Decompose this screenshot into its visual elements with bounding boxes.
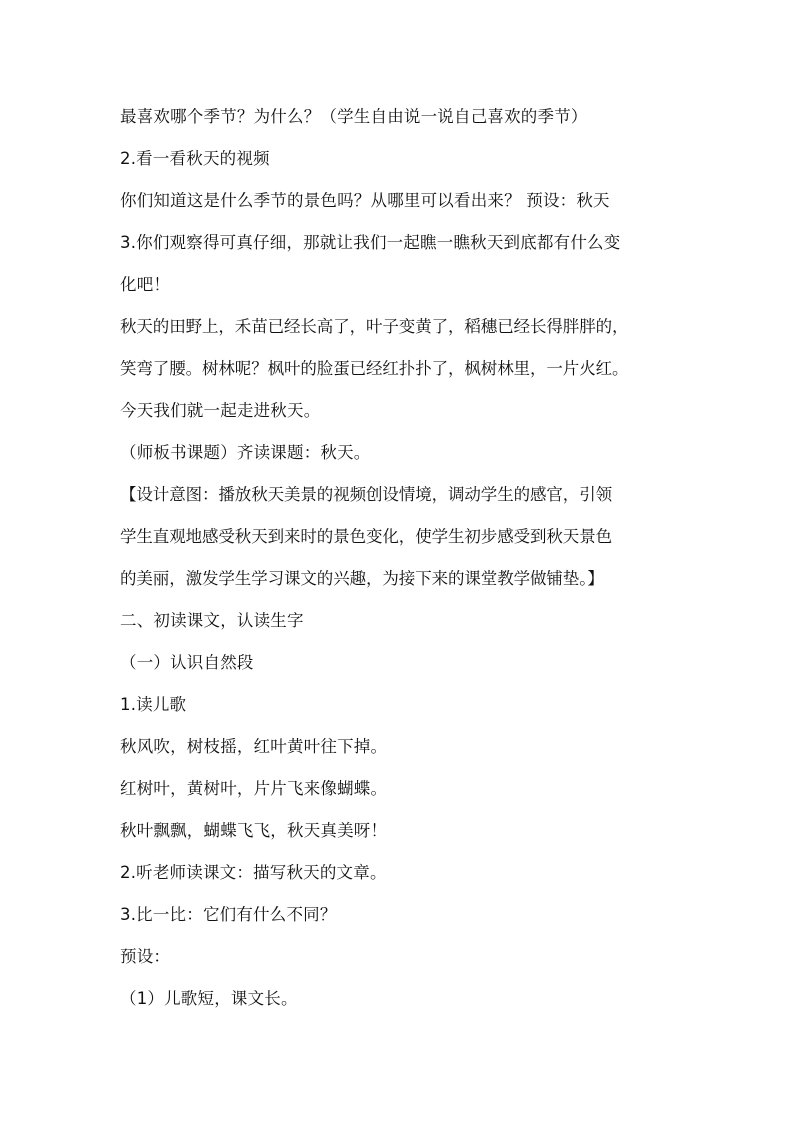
text-line: 笑弯了腰。树林呢？枫叶的脸蛋已经红扑扑了，枫树林里，一片火红。: [120, 359, 629, 378]
text-line: 化吧！: [120, 275, 171, 294]
text-line: 1.读儿歌: [120, 695, 187, 714]
text-line: 你们知道这是什么季节的景色吗？从哪里可以看出来？ 预设：秋天: [120, 191, 610, 210]
text-line: 预设：: [120, 947, 171, 966]
text-line: 秋天的田野上，禾苗已经长高了，叶子变黄了，稻穗已经长得胖胖的，: [120, 317, 629, 336]
poem-line: 秋叶飘飘，蝴蝶飞飞，秋天真美呀！: [120, 821, 388, 840]
design-intent-line: 的美丽，激发学生学习课文的兴趣，为接下来的课堂教学做铺垫。】: [120, 569, 604, 588]
text-line: 3.你们观察得可真仔细，那就让我们一起瞧一瞧秋天到底都有什么变: [120, 233, 621, 252]
section-heading: 二、初读课文，认读生字: [120, 611, 304, 630]
text-line: 2.听老师读课文：描写秋天的文章。: [120, 863, 387, 882]
text-line: 2.看一看秋天的视频: [120, 149, 270, 168]
text-line: 今天我们就一起走进秋天。: [120, 401, 321, 420]
design-intent-line: 学生直观地感受秋天到来时的景色变化，使学生初步感受到秋天景色: [120, 527, 613, 546]
design-intent-line: 【设计意图：播放秋天美景的视频创设情境，调动学生的感官，引领: [120, 485, 613, 504]
text-line: （1）儿歌短，课文长。: [120, 989, 298, 1008]
text-line: 最喜欢哪个季节？为什么？（学生自由说一说自己喜欢的季节）: [120, 107, 588, 126]
poem-line: 红树叶，黄树叶，片片飞来像蝴蝶。: [120, 779, 388, 798]
poem-line: 秋风吹，树枝摇，红叶黄叶往下掉。: [120, 737, 388, 756]
text-line: 3.比一比：它们有什么不同？: [120, 905, 337, 924]
subsection-heading: （一）认识自然段: [120, 653, 254, 672]
text-line: （师板书课题）齐读课题：秋天。: [120, 443, 371, 462]
